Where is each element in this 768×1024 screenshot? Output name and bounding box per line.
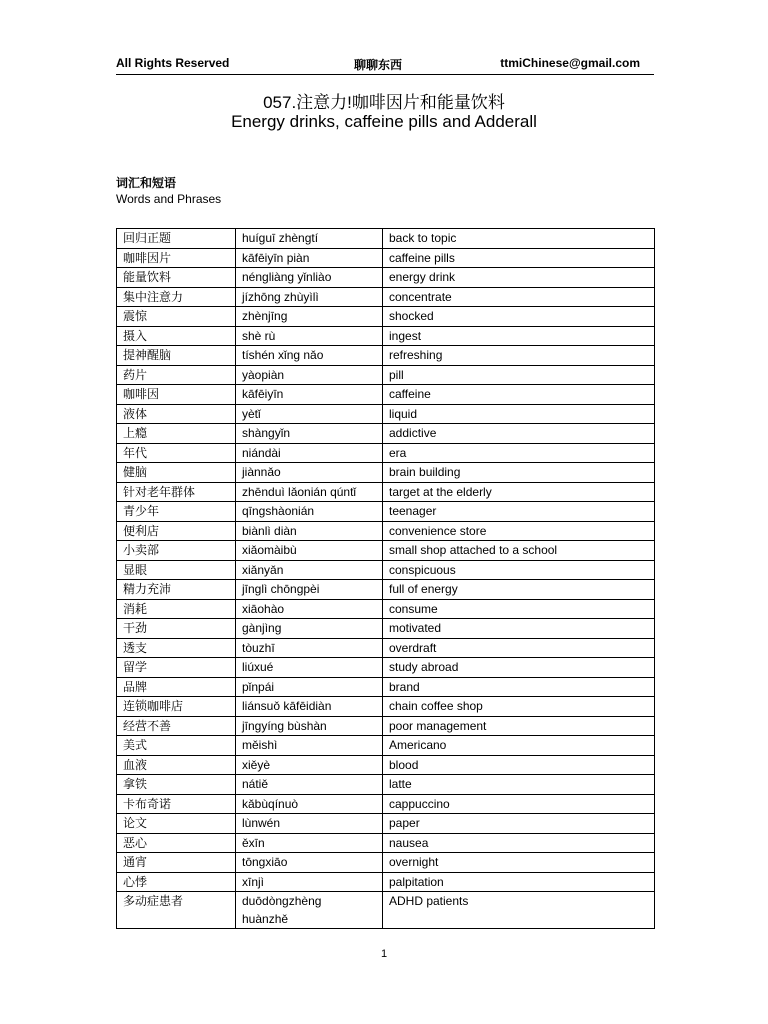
cell-chinese: 小卖部: [117, 541, 236, 561]
cell-english: chain coffee shop: [383, 697, 655, 717]
table-row: [117, 404, 655, 424]
cell-english: poor management: [383, 716, 655, 736]
page-header: [116, 54, 654, 75]
cell-chinese: 连锁咖啡店: [117, 697, 236, 717]
cell-english: ingest: [383, 326, 655, 346]
cell-chinese: 拿铁: [117, 775, 236, 795]
table-row: [117, 463, 655, 483]
cell-english: consume: [383, 599, 655, 619]
cell-chinese: 美式: [117, 736, 236, 756]
title-chinese: 057.注意力!咖啡因片和能量饮料: [263, 93, 505, 112]
cell-english: overdraft: [383, 638, 655, 658]
cell-english: brand: [383, 677, 655, 697]
cell-chinese: 能量饮料: [117, 268, 236, 288]
cell-pinyin: pǐnpái: [236, 677, 383, 697]
cell-english: palpitation: [383, 872, 655, 892]
cell-pinyin: biànlì diàn: [236, 521, 383, 541]
cell-pinyin: néngliàng yǐnliào: [236, 268, 383, 288]
table-row: [117, 853, 655, 873]
cell-pinyin: jiànnǎo: [236, 463, 383, 483]
table-row: [117, 599, 655, 619]
cell-pinyin: shàngyǐn: [236, 424, 383, 444]
table-row: [117, 872, 655, 892]
cell-english: addictive: [383, 424, 655, 444]
cell-pinyin: xiěyè: [236, 755, 383, 775]
cell-pinyin: měishì: [236, 736, 383, 756]
section-heading-english: Words and Phrases: [116, 192, 222, 206]
cell-pinyin: duōdòngzhèng huànzhě: [236, 892, 383, 929]
cell-chinese: 留学: [117, 658, 236, 678]
cell-chinese: 回归正题: [117, 229, 236, 249]
cell-english: paper: [383, 814, 655, 834]
cell-chinese: 药片: [117, 365, 236, 385]
table-row: [117, 619, 655, 639]
cell-english: energy drink: [383, 268, 655, 288]
cell-english: latte: [383, 775, 655, 795]
title-english: Energy drinks, caffeine pills and Adderall: [231, 112, 537, 131]
cell-chinese: 咖啡因片: [117, 248, 236, 268]
table-row: [117, 287, 655, 307]
cell-pinyin: xiǎomàibù: [236, 541, 383, 561]
cell-chinese: 卡布奇诺: [117, 794, 236, 814]
page-number: 1: [380, 948, 388, 960]
table-row: [117, 541, 655, 561]
cell-pinyin: jīngyíng bùshàn: [236, 716, 383, 736]
cell-chinese: 咖啡因: [117, 385, 236, 405]
cell-pinyin: zhēnduì lǎonián qúntǐ: [236, 482, 383, 502]
table-row: [117, 638, 655, 658]
cell-chinese: 通宵: [117, 853, 236, 873]
table-row: [117, 697, 655, 717]
cell-chinese: 青少年: [117, 502, 236, 522]
cell-english: blood: [383, 755, 655, 775]
cell-chinese: 经营不善: [117, 716, 236, 736]
cell-pinyin: kǎbùqínuò: [236, 794, 383, 814]
cell-english: teenager: [383, 502, 655, 522]
header-rights: All Rights Reserved: [116, 56, 230, 70]
cell-pinyin: lùnwén: [236, 814, 383, 834]
cell-pinyin: kāfēiyīn piàn: [236, 248, 383, 268]
cell-english: study abroad: [383, 658, 655, 678]
header-email: ttmiChinese@gmail.com: [500, 56, 640, 70]
cell-chinese: 液体: [117, 404, 236, 424]
header-brand: 聊聊东西: [354, 58, 403, 72]
cell-pinyin: jízhōng zhùyìlì: [236, 287, 383, 307]
cell-pinyin: gànjìng: [236, 619, 383, 639]
table-row: [117, 892, 655, 929]
cell-english: convenience store: [383, 521, 655, 541]
cell-chinese: 论文: [117, 814, 236, 834]
cell-pinyin: qīngshàonián: [236, 502, 383, 522]
cell-pinyin: tíshén xǐng nǎo: [236, 346, 383, 366]
cell-english: overnight: [383, 853, 655, 873]
table-row: [117, 580, 655, 600]
table-row: [117, 424, 655, 444]
cell-pinyin: xiǎnyǎn: [236, 560, 383, 580]
table-row: [117, 443, 655, 463]
cell-english: back to topic: [383, 229, 655, 249]
cell-pinyin: liánsuǒ kāfēidiàn: [236, 697, 383, 717]
cell-pinyin: xīnjì: [236, 872, 383, 892]
cell-pinyin: niándài: [236, 443, 383, 463]
cell-english: Americano: [383, 736, 655, 756]
cell-chinese: 年代: [117, 443, 236, 463]
cell-english: pill: [383, 365, 655, 385]
cell-english: small shop attached to a school: [383, 541, 655, 561]
section-heading-chinese: 词汇和短语: [116, 176, 177, 190]
cell-english: shocked: [383, 307, 655, 327]
table-row: [117, 716, 655, 736]
cell-chinese: 上瘾: [117, 424, 236, 444]
cell-chinese: 消耗: [117, 599, 236, 619]
cell-english: target at the elderly: [383, 482, 655, 502]
cell-chinese: 恶心: [117, 833, 236, 853]
vocabulary-table: [116, 228, 655, 929]
table-row: [117, 833, 655, 853]
cell-chinese: 摄入: [117, 326, 236, 346]
cell-chinese: 提神醒脑: [117, 346, 236, 366]
cell-pinyin: nátiě: [236, 775, 383, 795]
cell-pinyin: yàopiàn: [236, 365, 383, 385]
cell-pinyin: yètǐ: [236, 404, 383, 424]
cell-pinyin: xiāohào: [236, 599, 383, 619]
cell-chinese: 健脑: [117, 463, 236, 483]
table-row: [117, 365, 655, 385]
cell-pinyin: shè rù: [236, 326, 383, 346]
cell-pinyin: zhènjīng: [236, 307, 383, 327]
cell-english: full of energy: [383, 580, 655, 600]
cell-english: cappuccino: [383, 794, 655, 814]
table-row: [117, 502, 655, 522]
table-row: [117, 755, 655, 775]
table-row: [117, 248, 655, 268]
cell-chinese: 品牌: [117, 677, 236, 697]
table-row: [117, 658, 655, 678]
cell-pinyin: tōngxiāo: [236, 853, 383, 873]
table-row: [117, 560, 655, 580]
cell-english: nausea: [383, 833, 655, 853]
table-row: [117, 326, 655, 346]
table-row: [117, 814, 655, 834]
table-row: [117, 794, 655, 814]
cell-english: caffeine: [383, 385, 655, 405]
table-row: [117, 521, 655, 541]
cell-english: caffeine pills: [383, 248, 655, 268]
table-row: [117, 268, 655, 288]
cell-chinese: 干劲: [117, 619, 236, 639]
table-row: [117, 229, 655, 249]
cell-chinese: 多动症患者: [117, 892, 236, 929]
cell-english: liquid: [383, 404, 655, 424]
cell-english: conspicuous: [383, 560, 655, 580]
table-row: [117, 385, 655, 405]
table-row: [117, 307, 655, 327]
cell-chinese: 透支: [117, 638, 236, 658]
cell-chinese: 便利店: [117, 521, 236, 541]
cell-chinese: 血液: [117, 755, 236, 775]
cell-pinyin: ěxīn: [236, 833, 383, 853]
cell-english: motivated: [383, 619, 655, 639]
cell-pinyin: tòuzhī: [236, 638, 383, 658]
cell-chinese: 显眼: [117, 560, 236, 580]
cell-pinyin: jīnglì chōngpèi: [236, 580, 383, 600]
cell-english: refreshing: [383, 346, 655, 366]
table-row: [117, 736, 655, 756]
table-row: [117, 346, 655, 366]
cell-pinyin: huíguī zhèngtí: [236, 229, 383, 249]
table-row: [117, 677, 655, 697]
table-row: [117, 775, 655, 795]
cell-pinyin: liúxué: [236, 658, 383, 678]
cell-english: era: [383, 443, 655, 463]
cell-chinese: 心悸: [117, 872, 236, 892]
cell-english: brain building: [383, 463, 655, 483]
cell-pinyin: kāfēiyīn: [236, 385, 383, 405]
cell-english: ADHD patients: [383, 892, 655, 929]
cell-chinese: 震惊: [117, 307, 236, 327]
table-row: [117, 482, 655, 502]
cell-english: concentrate: [383, 287, 655, 307]
cell-chinese: 集中注意力: [117, 287, 236, 307]
cell-chinese: 精力充沛: [117, 580, 236, 600]
cell-chinese: 针对老年群体: [117, 482, 236, 502]
